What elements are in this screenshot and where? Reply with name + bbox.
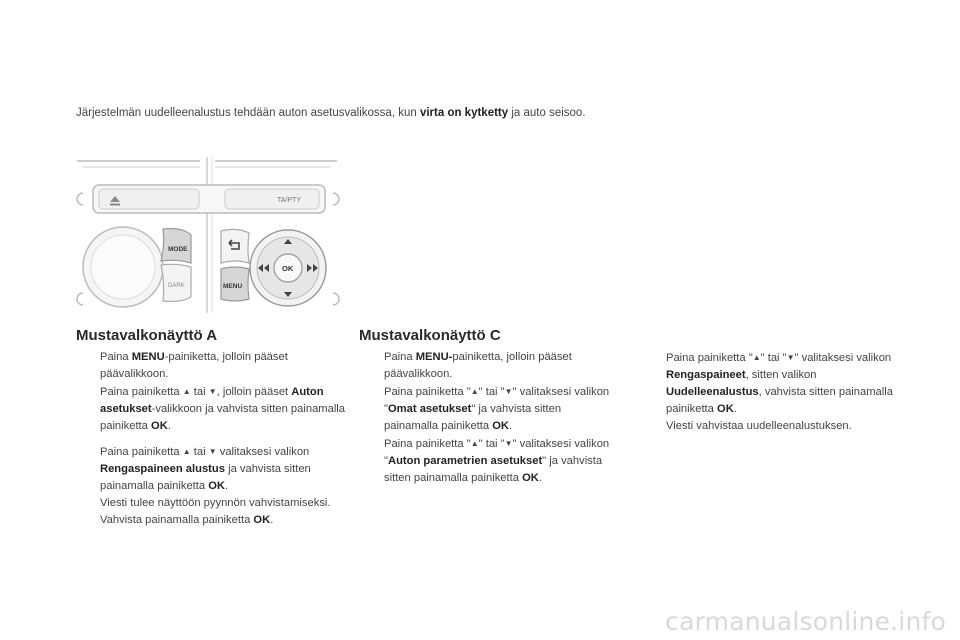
down-arrow-icon: ▼ [208, 447, 217, 456]
up-arrow-icon: ▲ [470, 439, 479, 448]
section-c-steps-left [360, 349, 618, 487]
svg-text:OK: OK [282, 264, 294, 273]
watermark: carmanualsonline.info [665, 607, 946, 636]
back-button[interactable] [221, 229, 249, 263]
section-a-title: Mustavalkonäyttö A [76, 327, 218, 344]
svg-text:DARK: DARK [168, 283, 185, 289]
up-arrow-icon: ▲ [182, 447, 191, 456]
up-arrow-icon: ▲ [182, 387, 191, 396]
step-item: Paina MENU-painiketta, jolloin pääset päävalikkoon. [100, 351, 288, 380]
down-arrow-icon: ▼ [786, 353, 795, 362]
up-arrow-icon: ▲ [752, 353, 761, 362]
step-item: Paina painiketta ▲ tai ▼, jolloin pääset Auton asetukset-valikkoon ja vahvista sitten painamalla painiketta OK. [100, 386, 346, 432]
section-c-title: Mustavalkonäyttö C [359, 327, 501, 344]
svg-text:MENU: MENU [223, 283, 243, 290]
intro-text: Järjestelmän uudelleenalustus tehdään auton asetusvalikossa, kun virta on kytketty ja auto seisoo. [76, 107, 586, 119]
down-arrow-icon: ▼ [504, 439, 513, 448]
ta-pty-button[interactable]: TA/PTY [277, 197, 301, 204]
down-arrow-icon: ▼ [208, 387, 217, 396]
step-item: Paina painiketta "▲" tai "▼" valitaksesi valikon "Omat asetukset" ja vahvista sitten painamalla painiketta OK. [384, 386, 610, 432]
step-item: Paina painiketta ▲ tai ▼ valitaksesi valikon Rengaspaineen alustus ja vahvista sitten painamalla painiketta OK. Viesti tulee näyttöön pyynnön vahvistamiseksi. [100, 446, 331, 509]
step-item: Paina painiketta "▲" tai "▼" valitaksesi valikon Rengaspaineet, sitten valikon Uudelleenalustus, vahvista sitten painamalla painiketta OK. Viesti vahvistaa uudelleenalustuksen. [666, 352, 893, 432]
step-item: Paina painiketta "▲" tai "▼" valitaksesi valikon "Auton parametrien asetukset" ja vahvista sitten painamalla painiketta OK. [384, 438, 610, 484]
step-item: Vahvista painamalla painiketta OK. [100, 514, 274, 526]
svg-text:MODE: MODE [168, 246, 188, 253]
section-a-steps [76, 349, 346, 529]
up-arrow-icon: ▲ [470, 387, 479, 396]
section-c-steps-right [642, 349, 904, 435]
step-item: Paina MENU-painiketta, jolloin pääset päävalikkoon. [384, 351, 572, 380]
down-arrow-icon: ▼ [504, 387, 513, 396]
control-panel-illustration [75, 155, 343, 315]
